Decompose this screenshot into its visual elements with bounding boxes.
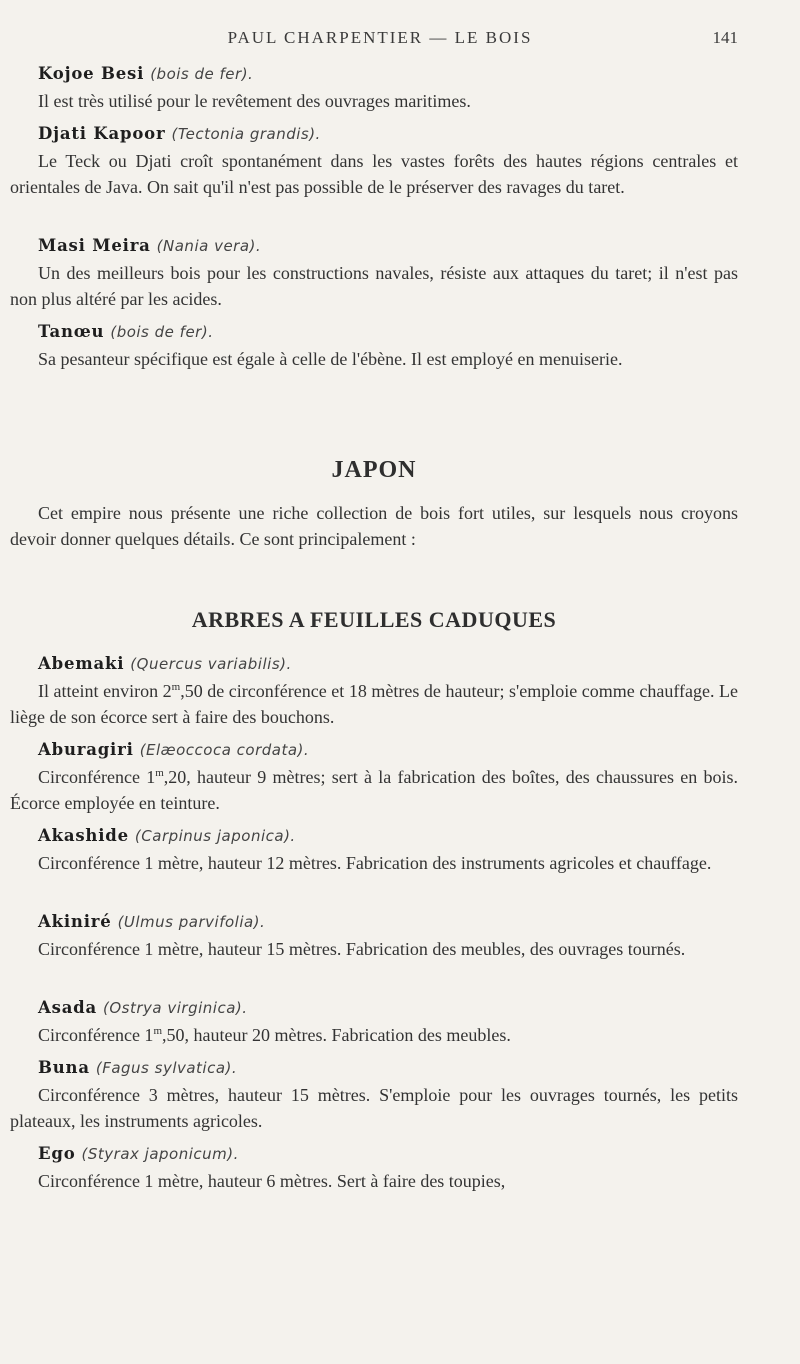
wood-latin-name: (Styrax japonicum).: [81, 1145, 239, 1163]
wood-latin-name: (Ulmus parvifolia).: [117, 913, 266, 931]
wood-entry: [10, 120, 738, 232]
wood-name: Aburagiri: [38, 740, 134, 759]
country-heading: JAPON: [331, 457, 417, 483]
page-number: 141: [712, 28, 738, 47]
wood-name: Abemaki: [38, 654, 125, 673]
wood-latin-name: (Nania vera).: [156, 237, 262, 255]
wood-description: Un des meilleurs bois pour les constructions navales, résiste aux attaques du taret; il n'est pas non plus altéré par les acides.: [10, 263, 738, 309]
wood-name: Ego: [38, 1144, 76, 1163]
wood-description: Il est très utilisé pour le revêtement des ouvrages maritimes.: [38, 91, 471, 111]
wood-description: Le Teck ou Djati croît spontanément dans les vastes forêts des hautes régions centrales et orientales de Java. On sait qu'il n'est pas possible de le préserver des ravages du taret.: [10, 151, 738, 197]
wood-latin-name: (bois de fer).: [110, 323, 214, 341]
wood-entry: [10, 650, 738, 736]
wood-name: Tanœu: [38, 322, 105, 341]
wood-latin-name: (Carpinus japonica).: [134, 827, 296, 845]
page-header: [0, 28, 800, 52]
wood-entry: [10, 1054, 738, 1140]
wood-description: Circonférence 1 mètre, hauteur 12 mètres. Fabrication des instruments agricoles et chauffage.: [38, 853, 712, 873]
wood-description: Sa pesanteur spécifique est égale à celle de l'ébène. Il est employé en menuiserie.: [38, 349, 623, 369]
wood-description: Il atteint environ 2$^m$,50 de circonférence et 18 mètres de hauteur; s'emploie comme chauffage. Le liège de son écorce sert à faire des bouchons.: [10, 681, 738, 727]
wood-latin-name: (bois de fer).: [150, 65, 254, 83]
wood-latin-name: (Tectonia grandis).: [171, 125, 321, 143]
wood-description: Circonférence 1 mètre, hauteur 6 mètres. Sert à faire des toupies,: [38, 1171, 506, 1191]
running-title: PAUL CHARPENTIER — LE BOIS: [227, 28, 533, 47]
wood-latin-name: (Elæoccoca cordata).: [139, 741, 310, 759]
wood-entry: [10, 822, 738, 908]
group-heading: ARBRES A FEUILLES CADUQUES: [191, 607, 557, 632]
wood-name: Djati Kapoor: [38, 124, 166, 143]
wood-description: Circonférence 1$^m$,50, hauteur 20 mètres. Fabrication des meubles.: [38, 1025, 511, 1045]
wood-entry: [10, 908, 738, 994]
wood-name: Akiniré: [38, 912, 112, 931]
wood-latin-name: (Fagus sylvatica).: [95, 1059, 238, 1077]
wood-name: Masi Meira: [38, 236, 151, 255]
country-intro: Cet empire nous présente une riche collection de bois fort utiles, sur lesquels nous croyons devoir donner quelques détails. Ce sont principalement :: [10, 503, 738, 549]
wood-latin-name: (Quercus variabilis).: [130, 655, 292, 673]
wood-entry: [10, 232, 738, 318]
wood-entry: [10, 1140, 738, 1200]
wood-name: Asada: [38, 998, 98, 1017]
wood-latin-name: (Ostrya virginica).: [103, 999, 248, 1017]
wood-description: Circonférence 1$^m$,20, hauteur 9 mètres; sert à la fabrication des boîtes, des chaussures en bois. Écorce employée en teinture.: [10, 767, 738, 813]
wood-name: Kojoe Besi: [38, 64, 145, 83]
wood-entry: [10, 736, 738, 822]
page-body: [10, 60, 738, 1200]
wood-name: Buna: [38, 1058, 90, 1077]
wood-entry: [10, 994, 738, 1054]
wood-description: Circonférence 3 mètres, hauteur 15 mètres. S'emploie pour les ouvrages tournés, les petits plateaux, les instruments agricoles.: [10, 1085, 738, 1131]
wood-description: Circonférence 1 mètre, hauteur 15 mètres. Fabrication des meubles, des ouvrages tournés.: [38, 939, 686, 959]
wood-name: Akashide: [38, 826, 129, 845]
wood-entry: [10, 60, 738, 120]
wood-entry: [10, 318, 738, 404]
